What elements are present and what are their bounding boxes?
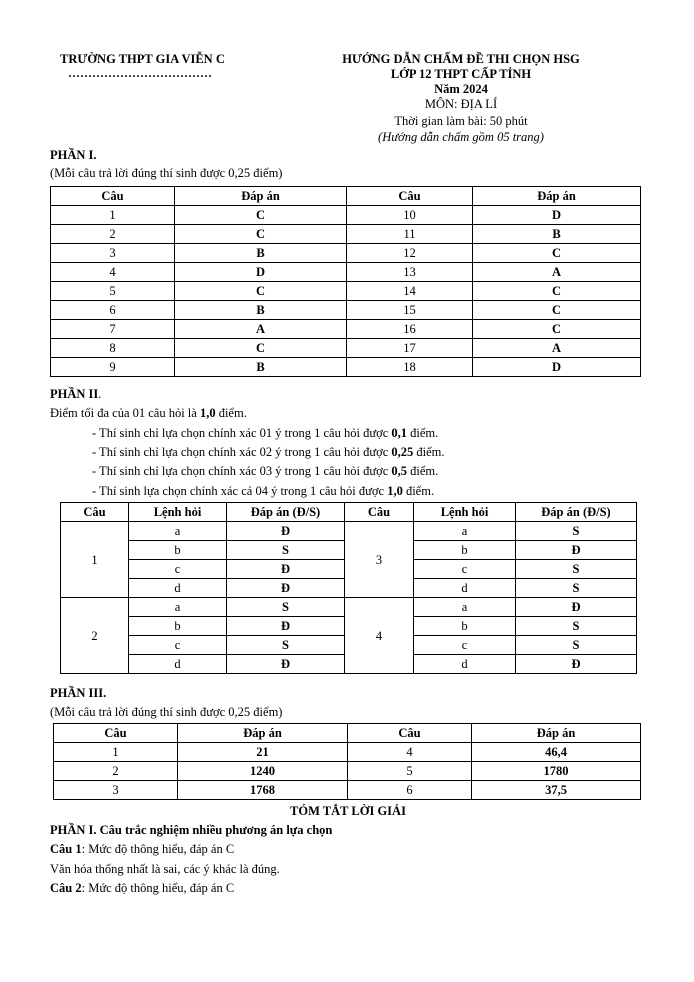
table-row (51, 358, 641, 377)
answer-cell: C (473, 320, 641, 339)
table-row (51, 263, 641, 282)
answer-cell: C (175, 225, 347, 244)
answer-cell: A (473, 263, 641, 282)
answer-cell: C (175, 282, 347, 301)
part3-table (53, 723, 641, 800)
answer-cell: S (227, 541, 345, 560)
col-header: Đáp án (473, 187, 641, 206)
table-header-row (61, 503, 637, 522)
answer-cell: S (516, 617, 637, 636)
rule-score: 0,1 (391, 426, 408, 440)
answer-cell: 21 (178, 743, 348, 762)
question-number: 5 (348, 762, 472, 781)
answer-cell: Đ (227, 655, 345, 674)
rule-text: - Thí sinh chỉ lựa chọn chính xác 02 ý trong 1 câu hỏi được (92, 445, 392, 459)
statement-letter: c (414, 636, 516, 655)
answer-cell: S (516, 560, 637, 579)
q2-label: Câu 2 (50, 881, 82, 895)
table-row (51, 225, 641, 244)
scoring-rule (92, 426, 438, 441)
answer-cell: C (175, 206, 347, 225)
col-header: Câu (348, 724, 472, 743)
answer-cell: Đ (516, 655, 637, 674)
answer-cell: S (516, 579, 637, 598)
statement-letter: b (129, 617, 227, 636)
question-number: 4 (51, 263, 175, 282)
answer-cell: Đ (516, 598, 637, 617)
question-number: 12 (347, 244, 473, 263)
statement-letter: a (414, 522, 516, 541)
question-number: 14 (347, 282, 473, 301)
doc-title-line2: LỚP 12 THPT CẤP TỈNH (390, 67, 532, 81)
q1-text: : Mức độ thông hiểu, đáp án C (81, 842, 235, 856)
part1-note: (Mỗi câu trả lời đúng thí sinh được 0,25 điểm) (50, 166, 283, 180)
doc-year: Năm 2024 (434, 82, 488, 96)
question-number: 16 (347, 320, 473, 339)
answer-cell: Đ (227, 522, 345, 541)
rule-text: - Thí sinh lựa chọn chính xác cả 04 ý trong 1 câu hỏi được (92, 484, 388, 498)
answer-cell: A (175, 320, 347, 339)
answer-cell: S (516, 636, 637, 655)
question-number: 4 (345, 598, 414, 674)
col-header: Lệnh hỏi (129, 503, 227, 522)
statement-letter: c (414, 560, 516, 579)
answer-cell: 1240 (178, 762, 348, 781)
answer-cell: D (473, 358, 641, 377)
statement-letter: d (129, 655, 227, 674)
statement-letter: c (129, 560, 227, 579)
doc-subject: MÔN: ĐỊA LÍ (424, 97, 498, 111)
col-header: Đáp án (175, 187, 347, 206)
rule-text: - Thí sinh chỉ lựa chọn chính xác 01 ý trong 1 câu hỏi được (92, 426, 392, 440)
question-number: 6 (348, 781, 472, 800)
rule-text: điểm. (413, 445, 445, 459)
summary-part1-title: PHẦN I. Câu trắc nghiệm nhiều phương án lựa chọn (50, 823, 333, 837)
text: Điểm tối đa của 01 câu hỏi là (50, 406, 200, 420)
answer-cell: 1780 (472, 762, 641, 781)
col-header: Đáp án (178, 724, 348, 743)
answer-cell: 37,5 (472, 781, 641, 800)
doc-pages-note: (Hướng dẫn chấm gồm 05 trang) (378, 130, 544, 144)
col-header: Câu (347, 187, 473, 206)
answer-cell: S (227, 636, 345, 655)
question-number: 8 (51, 339, 175, 358)
col-header: Lệnh hỏi (414, 503, 516, 522)
rule-score: 1,0 (387, 484, 403, 498)
question-number: 1 (51, 206, 175, 225)
answer-cell: Đ (516, 541, 637, 560)
table-header-row (51, 187, 641, 206)
summary-q1 (50, 842, 234, 857)
q2-text: : Mức độ thông hiểu, đáp án C (81, 881, 235, 895)
table-row (54, 743, 641, 762)
table-row (51, 320, 641, 339)
rule-text: điểm. (407, 426, 439, 440)
statement-letter: a (129, 598, 227, 617)
col-header: Câu (61, 503, 129, 522)
question-number: 17 (347, 339, 473, 358)
scoring-rule (92, 464, 438, 479)
answer-cell: C (473, 244, 641, 263)
rule-text: điểm. (407, 464, 439, 478)
question-number: 3 (345, 522, 414, 598)
school-dots: ……………………………… (68, 66, 212, 80)
answer-cell: Đ (227, 617, 345, 636)
answer-cell: C (473, 282, 641, 301)
answer-cell: C (175, 339, 347, 358)
question-number: 11 (347, 225, 473, 244)
question-number: 15 (347, 301, 473, 320)
table-row (61, 522, 637, 541)
table-row (51, 301, 641, 320)
statement-letter: d (414, 655, 516, 674)
table-row (54, 781, 641, 800)
statement-letter: b (414, 541, 516, 560)
question-number: 2 (61, 598, 129, 674)
table-row (51, 339, 641, 358)
question-number: 3 (51, 244, 175, 263)
rule-text: - Thí sinh chỉ lựa chọn chính xác 03 ý trong 1 câu hỏi được (92, 464, 392, 478)
answer-cell: 46,4 (472, 743, 641, 762)
part3-heading: PHẦN III. (50, 686, 107, 700)
table-row (51, 282, 641, 301)
summary-title: TÓM TẮT LỜI GIẢI (290, 804, 406, 818)
scoring-rule (92, 445, 445, 460)
school-name: TRƯỜNG THPT GIA VIỄN C (60, 52, 225, 66)
answer-cell: 1768 (178, 781, 348, 800)
question-number: 3 (54, 781, 178, 800)
summary-q2 (50, 881, 234, 896)
part1-heading: PHẦN I. (50, 148, 97, 162)
summary-q1-explain: Văn hóa thống nhất là sai, các ý khác là đúng. (50, 862, 280, 876)
col-header: Đáp án (Đ/S) (227, 503, 345, 522)
question-number: 2 (51, 225, 175, 244)
question-number: 4 (348, 743, 472, 762)
table-row (61, 598, 637, 617)
question-number: 7 (51, 320, 175, 339)
table-row (51, 206, 641, 225)
answer-cell: A (473, 339, 641, 358)
text: điểm. (215, 406, 247, 420)
question-number: 18 (347, 358, 473, 377)
part2-heading: PHẦN II (50, 387, 99, 401)
doc-title-line1: HƯỚNG DẪN CHẤM ĐỀ THI CHỌN HSG (342, 52, 580, 66)
text-bold: 1,0 (199, 406, 216, 420)
table-row (51, 244, 641, 263)
statement-letter: d (414, 579, 516, 598)
part3-note: (Mỗi câu trả lời đúng thí sinh được 0,25 điểm) (50, 705, 283, 719)
answer-cell: B (175, 301, 347, 320)
q1-label: Câu 1 (50, 842, 82, 856)
scoring-rule (92, 484, 434, 499)
question-number: 1 (61, 522, 129, 598)
statement-letter: a (129, 522, 227, 541)
question-number: 13 (347, 263, 473, 282)
question-number: 5 (51, 282, 175, 301)
answer-cell: S (227, 598, 345, 617)
col-header: Đáp án (472, 724, 641, 743)
col-header: Câu (54, 724, 178, 743)
answer-cell: Đ (227, 579, 345, 598)
answer-cell: Đ (227, 560, 345, 579)
answer-cell: B (175, 244, 347, 263)
rule-score: 0,5 (391, 464, 408, 478)
question-number: 10 (347, 206, 473, 225)
answer-cell: S (516, 522, 637, 541)
part2-max-score (50, 406, 247, 421)
answer-cell: D (473, 206, 641, 225)
part2-heading-dot: . (98, 387, 102, 401)
rule-text: điểm. (402, 484, 435, 498)
answer-cell: B (175, 358, 347, 377)
rule-score: 0,25 (391, 445, 414, 459)
statement-letter: b (129, 541, 227, 560)
answer-cell: B (473, 225, 641, 244)
question-number: 6 (51, 301, 175, 320)
table-row (54, 762, 641, 781)
col-header: Câu (345, 503, 414, 522)
part2-heading-wrap (50, 387, 101, 402)
statement-letter: c (129, 636, 227, 655)
part1-table (50, 186, 641, 377)
answer-cell: D (175, 263, 347, 282)
col-header: Đáp án (Đ/S) (516, 503, 637, 522)
part2-table (60, 502, 637, 674)
question-number: 9 (51, 358, 175, 377)
doc-time: Thời gian làm bài: 50 phút (394, 114, 528, 128)
statement-letter: b (414, 617, 516, 636)
question-number: 2 (54, 762, 178, 781)
statement-letter: d (129, 579, 227, 598)
statement-letter: a (414, 598, 516, 617)
col-header: Câu (51, 187, 175, 206)
table-header-row (54, 724, 641, 743)
question-number: 1 (54, 743, 178, 762)
answer-cell: C (473, 301, 641, 320)
